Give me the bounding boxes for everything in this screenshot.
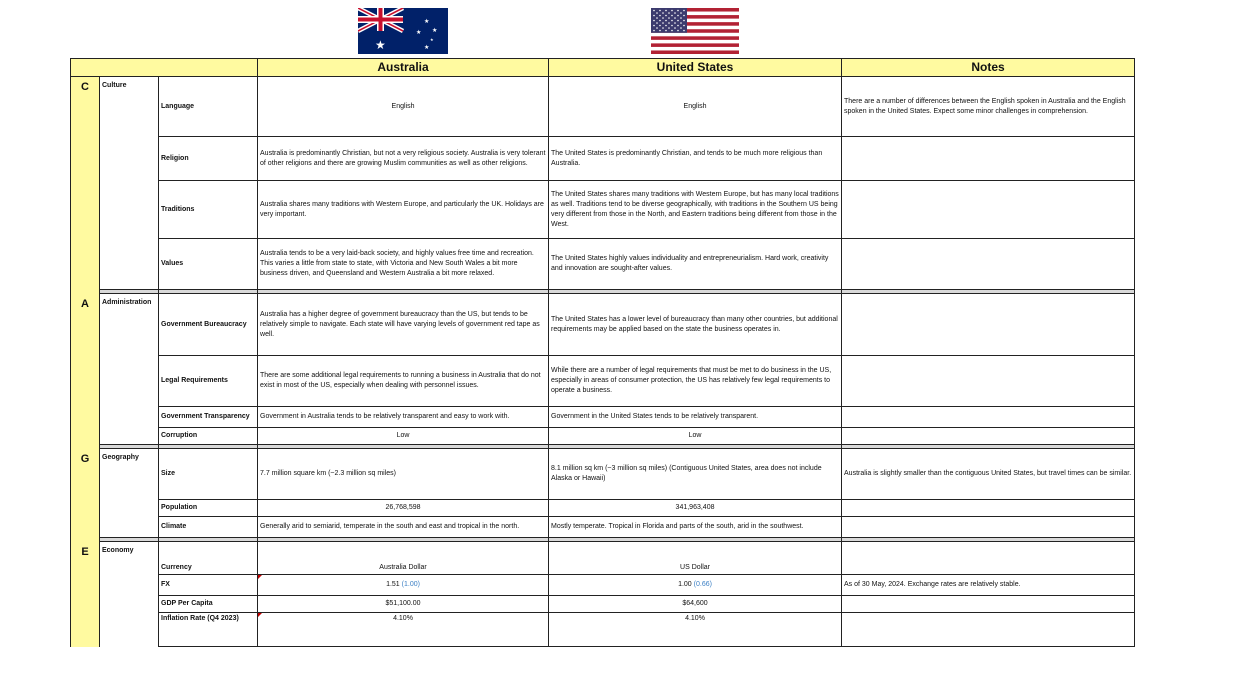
header-row [71,59,1135,77]
section-title-geography: Geography [100,449,159,538]
table-row [71,77,1135,137]
cell-notes-population[interactable] [842,500,1135,517]
row-label-values[interactable]: Values [159,239,258,290]
cell-us-religion[interactable]: The United States is predominantly Christian, and tends to be much more religious than Australia. [549,137,842,181]
row-label-climate[interactable]: Climate [159,517,258,538]
cell-au-currency[interactable]: Australia Dollar [258,542,549,575]
section-letter-a: A [71,294,100,445]
table-row [71,449,1135,500]
cell-notes-climate[interactable] [842,517,1135,538]
section-letter-c: C [71,77,100,290]
cell-us-transparency[interactable]: Government in the United States tends to be relatively transparent. [549,407,842,428]
row-label-bureaucracy[interactable]: Government Bureaucracy [159,294,258,356]
cell-notes-size[interactable]: Australia is slightly smaller than the contiguous United States, but travel times can be similar. [842,449,1135,500]
cell-notes-transparency[interactable] [842,407,1135,428]
cell-us-traditions[interactable]: The United States shares many traditions with Western Europe, but has many local traditions as well. Traditions tend to be diverse geographically, with traditions in the Southern US being very different from those in the North, and Eastern traditions being different from those in the West. [549,181,842,239]
cell-notes-gdp[interactable] [842,596,1135,613]
cell-us-currency[interactable]: US Dollar [549,542,842,575]
cell-notes-currency[interactable] [842,542,1135,575]
table-row [71,500,1135,517]
section-letter-g: G [71,449,100,538]
cell-au-transparency[interactable]: Government in Australia tends to be relatively transparent and easy to work with. [258,407,549,428]
header-united-states: United States [549,59,842,77]
cell-notes-values[interactable] [842,239,1135,290]
header-australia: Australia [258,59,549,77]
cell-us-corruption[interactable]: Low [549,428,842,445]
row-label-currency[interactable]: Currency [159,542,258,575]
table-row [71,596,1135,613]
cell-us-inflation[interactable]: 4.10% [549,613,842,647]
australia-flag [358,8,448,54]
cell-us-fx[interactable] [549,575,842,596]
cell-au-traditions[interactable]: Australia shares many traditions with Western Europe, and particularly the UK. Holidays are very important. [258,181,549,239]
row-label-traditions[interactable]: Traditions [159,181,258,239]
svg-text:★: ★ [424,18,430,25]
table-row [71,575,1135,596]
cell-notes-fx[interactable]: As of 30 May, 2024. Exchange rates are relatively stable. [842,575,1135,596]
cell-au-fx[interactable] [258,575,549,596]
cell-au-religion[interactable]: Australia is predominantly Christian, but not a very religious society. Australia is very tolerant of other religions and there are growing Muslim communities as well as other religions. [258,137,549,181]
row-label-size[interactable]: Size [159,449,258,500]
cell-au-population[interactable]: 26,768,598 [258,500,549,517]
cell-notes-language[interactable]: There are a number of differences between the English spoken in Australia and the English spoken in the United States. Expect some minor challenges in comprehension. [842,77,1135,137]
cell-au-bureaucracy[interactable]: Australia has a higher degree of government bureaucracy than the US, but tends to be relatively simple to navigate. Each state will have varying levels of government red tape as well. [258,294,549,356]
table-row [71,613,1135,647]
table-row [71,428,1135,445]
table-row [71,517,1135,538]
cell-notes-inflation[interactable] [842,613,1135,647]
cell-notes-bureaucracy[interactable] [842,294,1135,356]
table-row [71,239,1135,290]
row-label-religion[interactable]: Religion [159,137,258,181]
svg-text:★: ★ [375,38,386,52]
cell-us-gdp[interactable]: $64,600 [549,596,842,613]
cell-notes-corruption[interactable] [842,428,1135,445]
table-row [71,294,1135,356]
row-label-inflation[interactable]: Inflation Rate (Q4 2023) [159,613,258,647]
cell-notes-legal[interactable] [842,356,1135,407]
row-label-legal[interactable]: Legal Requirements [159,356,258,407]
cell-au-legal[interactable]: There are some additional legal requirements to running a business in Australia that do not exist in most of the US, especially when dealing with personnel issues. [258,356,549,407]
united-states-flag [651,8,739,54]
section-title-administration: Administration [100,294,159,445]
section-title-culture: Culture [100,77,159,290]
cell-au-size[interactable]: 7.7 million square km (~2.3 million sq miles) [258,449,549,500]
section-letter-e: E [71,542,100,647]
section-title-economy: Economy [100,542,159,647]
cell-au-climate[interactable]: Generally arid to semiarid, temperate in the south and east and tropical in the north. [258,517,549,538]
cell-us-legal[interactable]: While there are a number of legal requirements that must be met to do business in the US, especially in areas of consumer protection, the US has relatively few legal requirements to operate a business. [549,356,842,407]
cell-us-population[interactable]: 341,963,408 [549,500,842,517]
cell-au-corruption[interactable]: Low [258,428,549,445]
svg-text:★: ★ [424,44,430,51]
svg-text:★: ★ [430,37,434,42]
cell-us-language[interactable]: English [549,77,842,137]
fx-us-value: 1.00 [678,581,692,589]
cell-au-values[interactable]: Australia tends to be a very laid-back society, and highly values free time and recreation. This varies a little from state to state, with Victoria and New South Wales a bit more business driven, and Queensland and Western Australia a bit more relaxed. [258,239,549,290]
row-label-population[interactable]: Population [159,500,258,517]
row-label-fx[interactable]: FX [159,575,258,596]
svg-text:★: ★ [432,27,438,34]
comparison-table [70,58,1135,647]
row-label-language[interactable]: Language [159,77,258,137]
cell-us-climate[interactable]: Mostly temperate. Tropical in Florida and parts of the south, arid in the southwest. [549,517,842,538]
table-row [71,137,1135,181]
table-row [71,542,1135,575]
cell-notes-traditions[interactable] [842,181,1135,239]
table-row [71,356,1135,407]
svg-text:★: ★ [416,29,422,36]
row-label-transparency[interactable]: Government Transparency [159,407,258,428]
header-notes: Notes [842,59,1135,77]
header-blank [71,59,258,77]
cell-us-values[interactable]: The United States highly values individuality and entrepreneurialism. Hard work, creativity and innovation are sought-after values. [549,239,842,290]
fx-us-inverse: (0.66) [693,581,712,589]
row-label-corruption[interactable]: Corruption [159,428,258,445]
cell-us-size[interactable]: 8.1 million sq km (~3 million sq miles) (Contiguous United States, area does not include Alaska or Hawaii) [549,449,842,500]
cell-au-language[interactable]: English [258,77,549,137]
fx-au-inverse: (1.00) [401,581,420,589]
row-label-gdp[interactable]: GDP Per Capita [159,596,258,613]
table-row [71,181,1135,239]
table-row [71,407,1135,428]
fx-au-value: 1.51 [386,581,400,589]
cell-au-gdp[interactable]: $51,100.00 [258,596,549,613]
cell-notes-religion[interactable] [842,137,1135,181]
cell-au-inflation[interactable]: 4.10% [258,613,549,647]
cell-us-bureaucracy[interactable]: The United States has a lower level of bureaucracy than many other countries, but additional requirements may be applied based on the state the business operates in. [549,294,842,356]
